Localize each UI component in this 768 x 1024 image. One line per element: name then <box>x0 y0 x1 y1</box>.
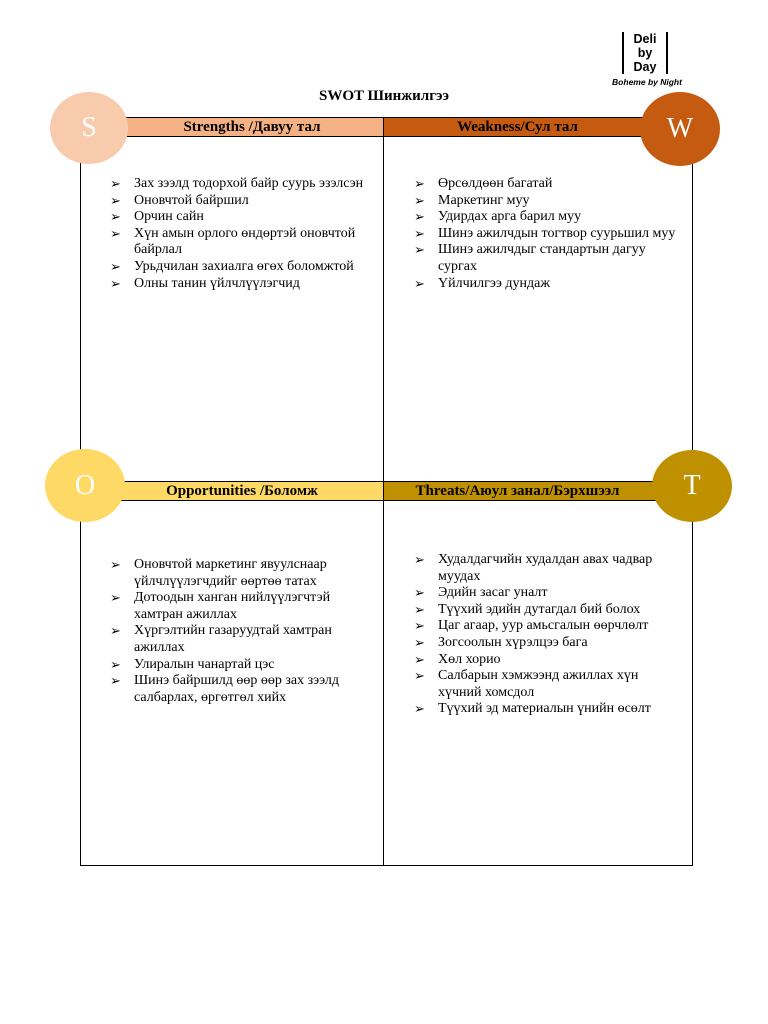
list-item-text: Дотоодын ханган нийлүүлэгчтэй хамтран ажиллах <box>134 590 331 622</box>
list-item <box>110 590 380 623</box>
list-item <box>110 557 380 590</box>
arrowhead-bullet-icon: ➢ <box>414 634 425 650</box>
list-item <box>414 701 684 718</box>
list-item-text: Хүн амын орлого өндөртэй оновчтой байрлал <box>134 225 356 258</box>
brand-logo <box>606 30 686 92</box>
arrowhead-bullet-icon: ➢ <box>110 258 121 274</box>
list-item <box>414 226 684 243</box>
list-item-text: Улиралын чанартай цэс <box>134 656 275 672</box>
list-item <box>110 226 380 259</box>
threats-list <box>414 552 684 718</box>
arrowhead-bullet-icon: ➢ <box>414 209 425 225</box>
list-item <box>414 276 684 293</box>
list-item <box>414 668 684 701</box>
arrowhead-bullet-icon: ➢ <box>110 275 121 291</box>
list-item-text: Олны танин үйлчлүүлэгчид <box>134 275 300 291</box>
list-item-text: Хөл хорио <box>438 651 501 667</box>
arrowhead-bullet-icon: ➢ <box>110 225 121 241</box>
list-item <box>414 552 684 585</box>
list-item-text: Үйлчилгээ дундаж <box>438 275 550 291</box>
arrowhead-bullet-icon: ➢ <box>414 225 425 241</box>
list-item-text: Түүхий эдийн дутагдал бий болох <box>438 601 641 617</box>
list-item <box>110 176 380 193</box>
list-item-text: Цаг агаар, уур амьсгалын өөрчлөлт <box>438 618 649 634</box>
arrowhead-bullet-icon: ➢ <box>414 701 425 717</box>
list-item <box>414 242 684 275</box>
list-item <box>414 618 684 635</box>
list-item <box>110 657 380 674</box>
list-item-text: Оновчтой маркетинг явуулснаар үйлчлүүлэгчдийг өөртөө татах <box>134 557 327 589</box>
list-item-text: Урьдчилан захиалга өгөх боломжтой <box>134 258 354 274</box>
logo-tagline: Boheme by Night <box>612 77 682 87</box>
list-item-text: Шинэ ажилчдыг стандартын дагуу сургах <box>438 242 646 274</box>
list-item <box>414 652 684 669</box>
arrowhead-bullet-icon: ➢ <box>414 585 425 601</box>
list-item-text: Хүргэлтийн газаруудтай хамтран ажиллах <box>134 623 332 655</box>
arrowhead-bullet-icon: ➢ <box>110 557 121 572</box>
list-item <box>110 259 380 276</box>
list-item <box>414 176 684 193</box>
list-item-text: Орчин сайн <box>134 209 204 225</box>
opportunities-circle: O <box>45 449 125 522</box>
arrowhead-bullet-icon: ➢ <box>414 242 425 258</box>
opportunities-list <box>110 557 380 706</box>
arrowhead-bullet-icon: ➢ <box>414 192 425 208</box>
weakness-header-label: Weakness/Сул тал <box>457 119 578 135</box>
list-item-text: Худалдагчийн худалдан авах чадвар муудах <box>438 552 653 584</box>
arrowhead-bullet-icon: ➢ <box>414 275 425 291</box>
list-item-text: Маркетинг муу <box>438 192 530 208</box>
arrowhead-bullet-icon: ➢ <box>110 673 121 689</box>
arrowhead-bullet-icon: ➢ <box>110 590 121 606</box>
list-item <box>110 193 380 210</box>
weakness-list <box>414 176 684 292</box>
list-item <box>414 193 684 210</box>
list-item <box>414 209 684 226</box>
logo-word-day: Day <box>633 60 657 74</box>
list-item <box>414 635 684 652</box>
list-item-text: Салбарын хэмжээнд ажиллах хүн хүчний хомсдол <box>438 668 639 700</box>
threats-circle: T <box>652 450 732 522</box>
arrowhead-bullet-icon: ➢ <box>414 176 425 191</box>
strengths-header-label: Strengths /Давуу тал <box>183 119 321 135</box>
list-item-text: Шинэ байршилд өөр өөр зах зээлд салбарлах, өргөтгөл хийх <box>134 673 339 705</box>
threats-header-label: Threats/Аюул занал/Бэрхшээл <box>415 483 620 499</box>
list-item-text: Эдийн засаг уналт <box>438 585 548 601</box>
logo-right-bar <box>666 32 668 74</box>
arrowhead-bullet-icon: ➢ <box>414 552 425 567</box>
list-item-text: Оновчтой байршил <box>134 192 249 208</box>
list-item-text: Шинэ ажилчдын тогтвор суурьшил муу <box>438 225 676 241</box>
arrowhead-bullet-icon: ➢ <box>414 618 425 634</box>
arrowhead-bullet-icon: ➢ <box>414 601 425 617</box>
arrowhead-bullet-icon: ➢ <box>414 651 425 667</box>
list-item-text: Түүхий эд материалын үнийн өсөлт <box>438 701 651 717</box>
page-title: SWOT Шинжилгээ <box>319 88 449 104</box>
opportunities-header <box>80 481 384 501</box>
logo-word-by: by <box>637 46 653 60</box>
list-item <box>110 673 380 706</box>
list-item-text: Зах зээлд тодорхой байр суурь эзэлсэн <box>134 176 364 191</box>
threats-header <box>383 481 692 501</box>
logo-word-deli: Deli <box>633 32 657 46</box>
arrowhead-bullet-icon: ➢ <box>414 668 425 684</box>
strengths-list <box>110 176 380 292</box>
arrowhead-bullet-icon: ➢ <box>110 623 121 639</box>
strengths-circle: S <box>50 92 128 164</box>
arrowhead-bullet-icon: ➢ <box>110 209 121 225</box>
list-item <box>110 623 380 656</box>
opportunities-header-label: Opportunities /Боломж <box>166 483 318 499</box>
weakness-circle: W <box>640 92 720 166</box>
list-item-text: Өрсөлдөөн багатай <box>438 176 553 191</box>
arrowhead-bullet-icon: ➢ <box>110 192 121 208</box>
arrowhead-bullet-icon: ➢ <box>110 176 121 191</box>
list-item <box>110 209 380 226</box>
list-item <box>110 276 380 293</box>
arrowhead-bullet-icon: ➢ <box>110 656 121 672</box>
list-item-text: Удирдах арга барил муу <box>438 209 582 225</box>
list-item <box>414 602 684 619</box>
list-item-text: Зогсоолын хүрэлцээ бага <box>438 634 588 650</box>
list-item <box>414 585 684 602</box>
